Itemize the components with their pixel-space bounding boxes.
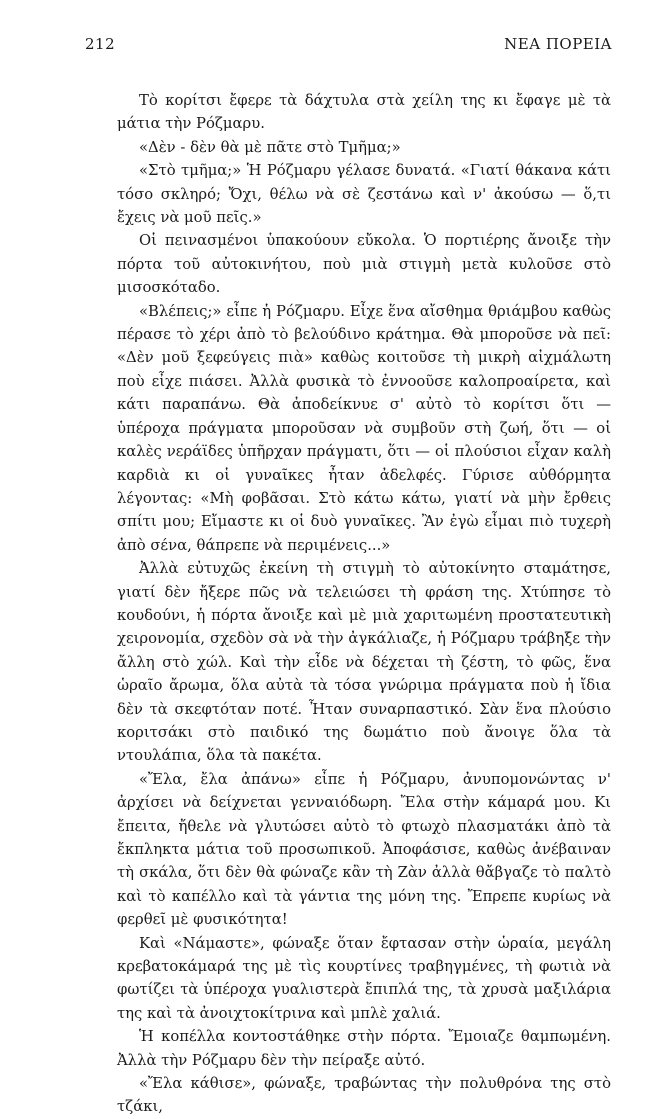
paragraph: Τὸ κορίτσι ἔφερε τὰ δάχτυλα στὰ χείλη της κι ἔφαγε μὲ τὰ μάτια τὴν Ρόζμαρυ.: [117, 92, 611, 133]
body-text: [117, 89, 611, 1119]
page-number: 212: [85, 35, 116, 53]
running-head: ΝΕΑ ΠΟΡΕΙΑ: [504, 35, 612, 53]
paragraph: Καὶ «Νάμαστε», φώναξε ὅταν ἔφτασαν στὴν ὡραία, μεγάλη κρεβατοκάμαρά της μὲ τὶς κουρτίνες τραβηγμένες, τὴ φωτιὰ νὰ φωτίζει τὰ ὑπέροχα γυαλιστερὰ ἔπιπλά της, τὰ χρυσὰ μαξιλάρια της καὶ τὰ ἀνοιχτοκίτρινα καὶ μπλὲ χαλιά.: [117, 934, 611, 1022]
paragraph: Ἀλλὰ εὐτυχῶς ἐκείνη τὴ στιγμὴ τὸ αὐτοκίνητο σταμάτησε, γιατί δὲν ἤξερε πῶς νὰ τελειώσει τὴ φράση της. Χτύπησε τὸ κουδούνι, ἡ πόρτα ἄνοιξε καὶ μὲ μιὰ χαριτωμένη προστατευτικὴ χειρονομία, σχεδὸν σὰ νὰ τὴν ἀγκάλιαζε, ἡ Ρόζμαρυ τράβηξε τὴν ἄλλη στὸ χώλ. Καὶ τὴν εἶδε νὰ δέχεται τὴ ζέστη, τὸ φῶς, ἕνα ὡραῖο ἄρωμα, ὅλα αὐτὰ τὰ τόσα γνώριμα πράγματα ποὺ ἡ ἴδια δὲν τὰ σκεφτόταν ποτέ. Ἦταν συναρπαστικό. Σὰν ἕνα πλούσιο κοριτσάκι στὸ παιδικό της δωμάτιο ποὺ ἄνοιγε ὅλα τὰ ντουλάπια, ὅλα τὰ πακέτα.: [117, 560, 611, 765]
paragraph: «Ἔλα, ἔλα ἀπάνω» εἶπε ἡ Ρόζμαρυ, ἀνυπομονώντας ν' ἀρχίσει νὰ δείχνεται γενναιόδωρη. Ἔλα στὴν κάμαρά μου. Κι ἔπειτα, ἤθελε νὰ γλυτώσει αὐτὸ τὸ φτωχὸ πλασματάκι ἀπὸ τὰ ἔκπληκτα μάτια τοῦ προσωπικοῦ. Ἀποφάσισε, καθὼς ἀνέβαιναν τὴ σκάλα, ὅτι δὲν θὰ φώναζε κἂν τὴ Ζὰν ἀλλὰ θἄβγαζε τὸ παλτὸ καὶ τὸ καπέλλο καὶ τὰ γάντια της μόνη της. Ἔπρεπε κυρίως νὰ φερθεῖ μὲ φυσικότητα!: [117, 770, 611, 929]
paragraph: Οἱ πεινασμένοι ὑπακούουν εὔκολα. Ὁ πορτιέρης ἄνοιξε τὴν πόρτα τοῦ αὐτοκινήτου, ποὺ μιὰ στιγμὴ μετὰ κυλοῦσε στὸ μισοσκόταδο.: [117, 232, 611, 297]
paragraph: «Δὲν - δὲν θὰ μὲ πᾶτε στὸ Τμῆμα;»: [139, 138, 401, 156]
paragraph: «Βλέπεις;» εἶπε ἡ Ρόζμαρυ. Εἶχε ἕνα αἴσθημα θριάμβου καθὼς πέρασε τὸ χέρι ἀπὸ τὸ βελούδινο κράτημα. Θὰ μποροῦσε νὰ πεῖ: «Δὲν μοῦ ξεφεύγεις πιὰ» καθὼς κοιτοῦσε τὴ μικρὴ αἰχμάλωτη ποὺ εἶχε πιάσει. Ἀλλὰ φυσικὰ τὸ ἐννοοῦσε καλοπροαίρετα, καὶ κάτι παραπάνω. Θὰ ἀποδείκνυε σ' αὐτὸ τὸ κορίτσι ὅτι — ὑπέροχα πράγματα μποροῦσαν νὰ συμβοῦν στὴ ζωή, ὅτι — οἱ καλὲς νεράϊδες ὑπῆρχαν πράγματι, ὅτι — οἱ πλούσιοι εἶχαν καλὴ καρδιὰ κι οἱ γυναῖκες ἦταν ἀδελφές. Γύρισε αὐθόρμητα λέγοντας: «Μὴ φοβᾶσαι. Στὸ κάτω κάτω, γιατί νὰ μὴν ἔρθεις σπίτι μου; Εἴμαστε κι οἱ δυὸ γυναῖκες. Ἂν ἐγὼ εἶμαι πιὸ τυχερὴ ἀπὸ σένα, θάπρεπε νὰ περιμένεις...»: [117, 302, 611, 554]
paragraph: Ἡ κοπέλλα κοντοστάθηκε στὴν πόρτα. Ἔμοιαζε θαμπωμένη. Ἀλλὰ τὴν Ρόζμαρυ δὲν τὴν πείραξε αὐτό.: [117, 1028, 611, 1069]
paragraph: «Στὸ τμῆμα;» Ἡ Ρόζμαρυ γέλασε δυνατά. «Γιατί θάκανα κάτι τόσο σκληρό; Ὄχι, θέλω νὰ σὲ ζεστάνω καὶ ν' ἀκούσω — ὅ,τι ἔχεις νὰ μοῦ πεῖς.»: [117, 162, 611, 227]
paragraph: «Ἔλα κάθισε», φώναξε, τραβώντας τὴν πολυθρόνα της στὸ τζάκι,: [117, 1075, 611, 1116]
page-header: [85, 35, 612, 55]
